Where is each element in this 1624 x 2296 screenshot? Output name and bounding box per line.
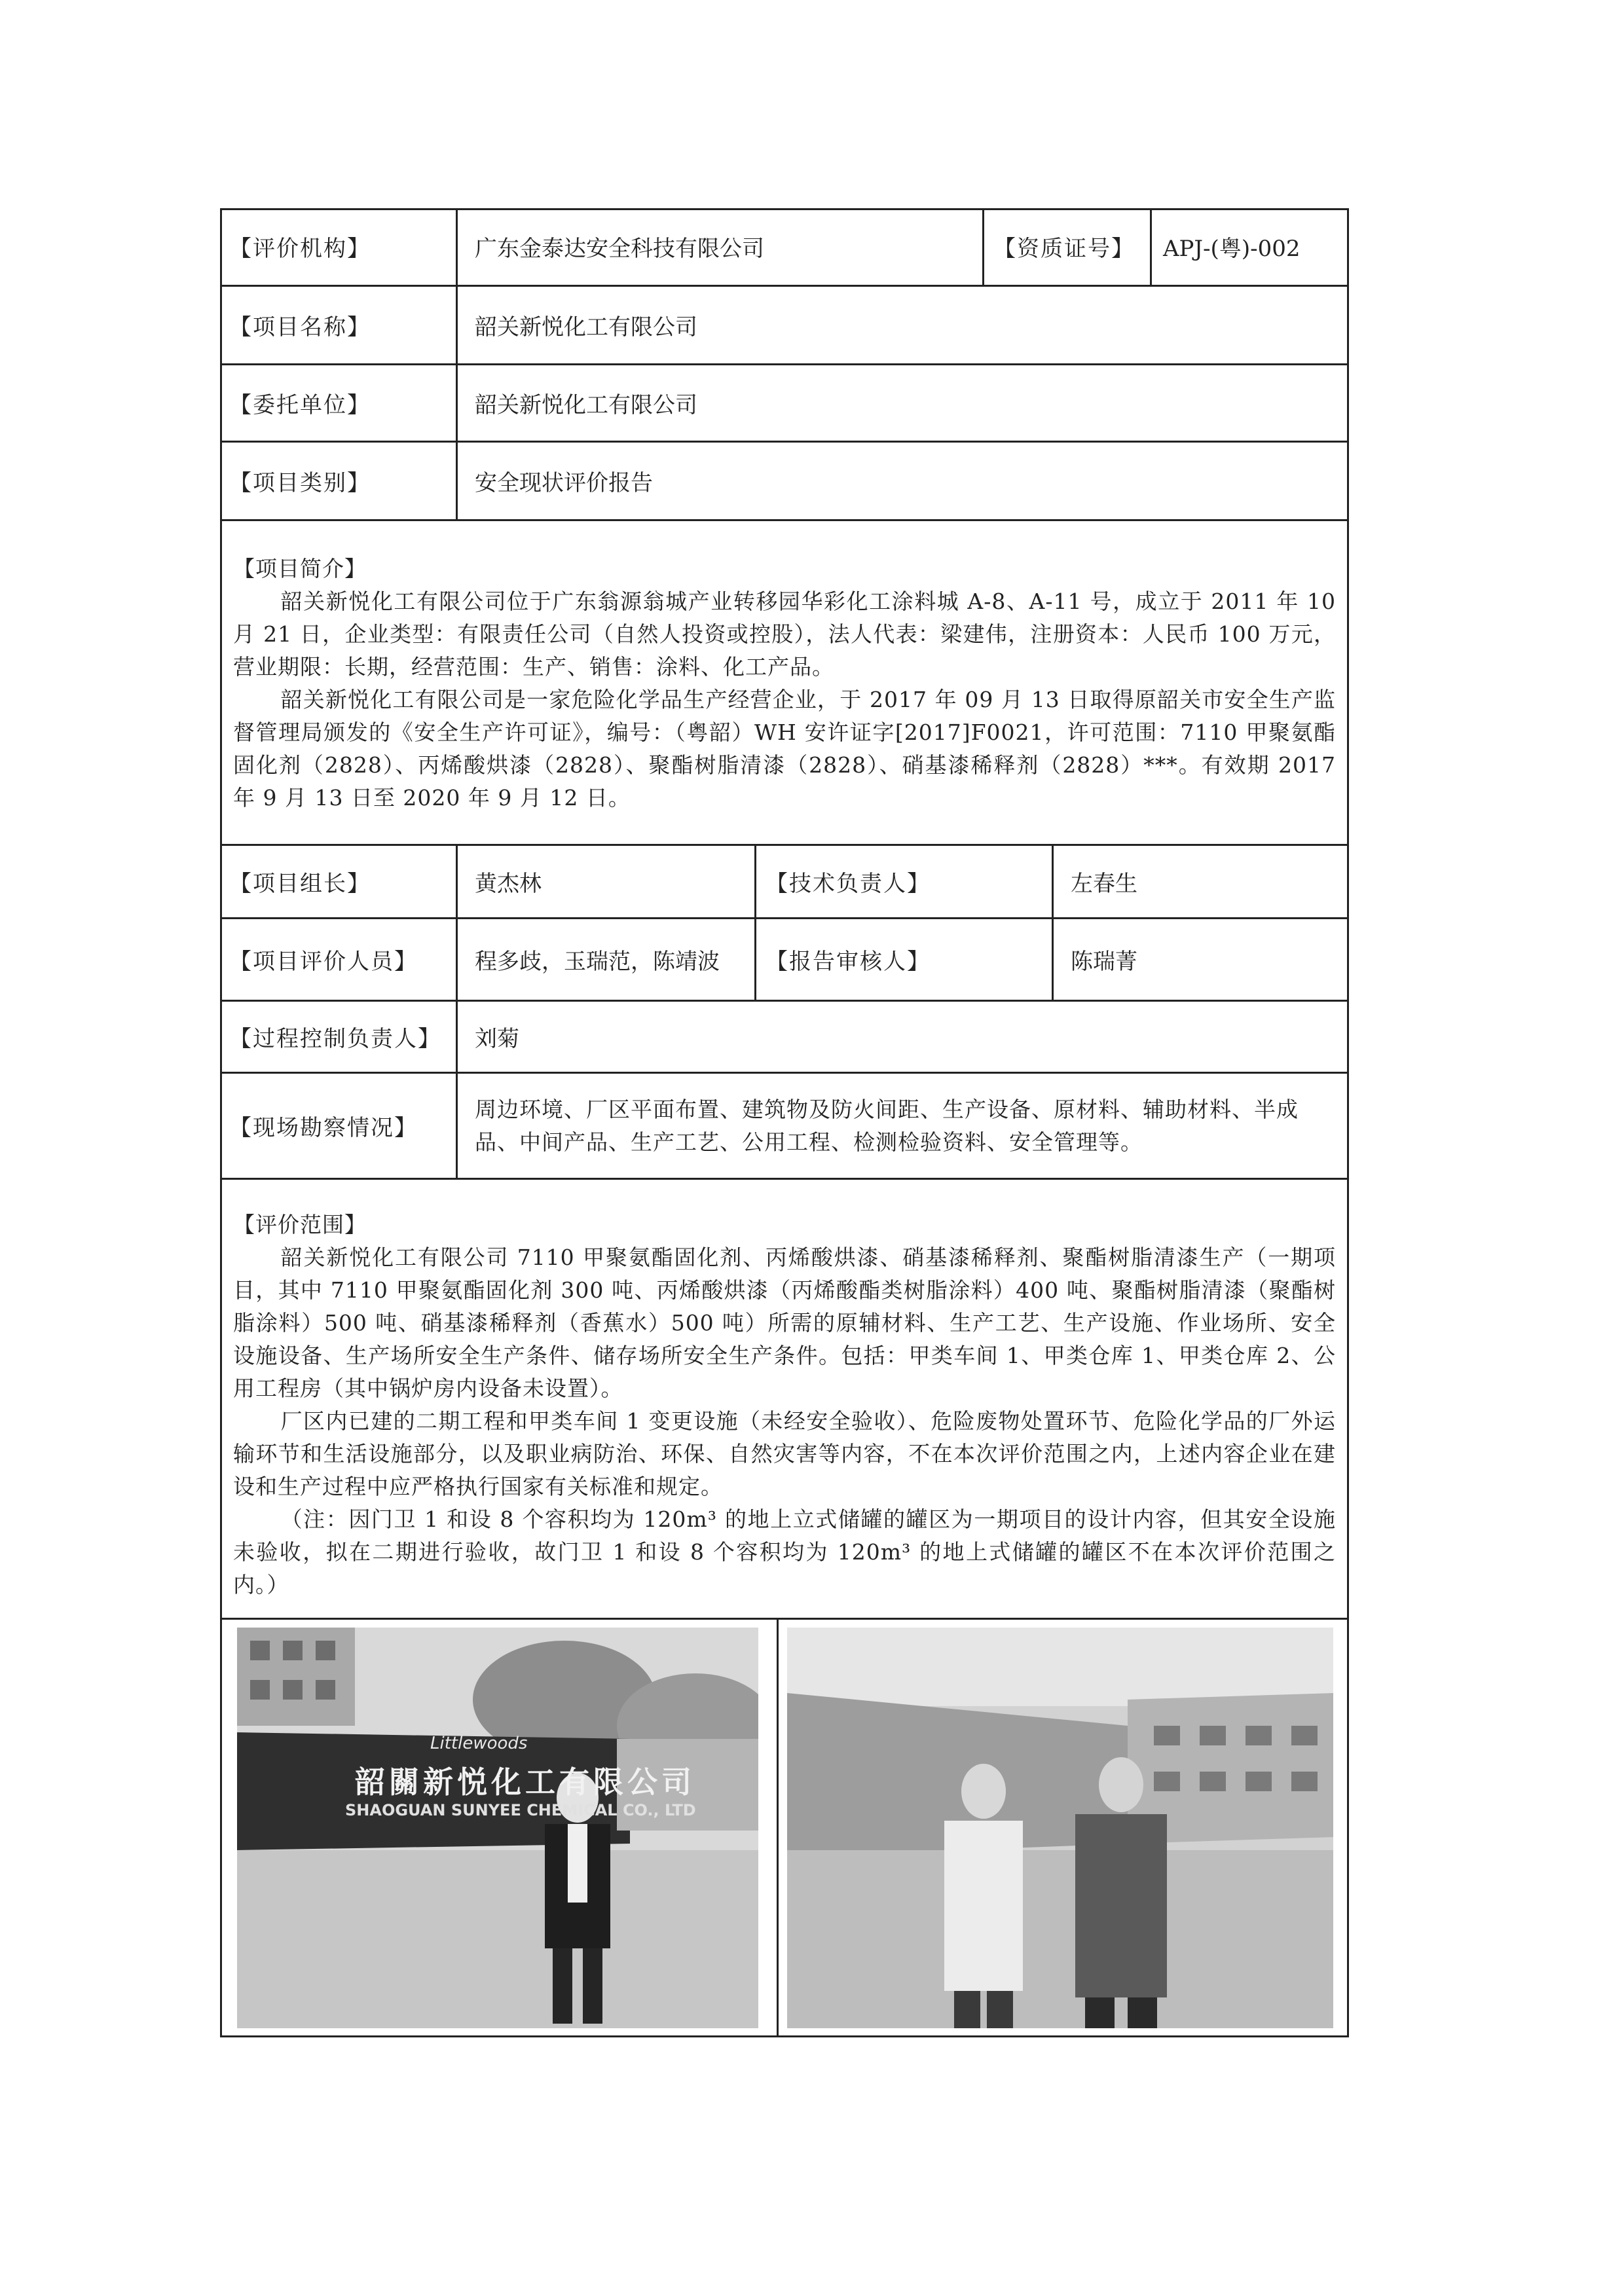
evaluators-value: 程多歧，玉瑞范，陈靖波 (475, 949, 720, 975)
category-value: 安全现状评价报告 (475, 470, 653, 496)
process-label: 【过程控制负责人】 (229, 1026, 441, 1052)
client-value: 韶关新悦化工有限公司 (475, 392, 697, 418)
cert-value: APJ-(粤)-002 (1163, 236, 1301, 262)
org-value: 广东金泰达安全科技有限公司 (475, 236, 764, 262)
project-name-value: 韶关新悦化工有限公司 (475, 314, 697, 340)
reviewer-value: 陈瑞菁 (1071, 949, 1137, 975)
row-team-leader (220, 846, 1349, 919)
scope-label: 【评价范围】 (233, 1212, 367, 1237)
row-process-control (220, 1002, 1349, 1074)
evaluators-label: 【项目评价人员】 (229, 949, 418, 975)
tech-value: 左春生 (1071, 871, 1137, 897)
row-client (220, 365, 1349, 443)
project-intro (233, 553, 1336, 814)
leader-value: 黄杰林 (475, 871, 542, 897)
factory-sign-image (237, 1628, 758, 2028)
row-project-name (220, 287, 1349, 365)
row-evaluators (220, 919, 1349, 1002)
row-project-intro (220, 521, 1349, 846)
client-label: 【委托单位】 (229, 392, 371, 418)
row-evaluation-scope (220, 1180, 1349, 1620)
sign-text-small: Littlewoods (430, 1734, 528, 1753)
row-evaluation-org (220, 208, 1349, 287)
process-value: 刘菊 (475, 1026, 519, 1052)
scope-paragraph: 厂区内已建的二期工程和甲类车间 1 变更设施（未经安全验收）、危险废物处置环节、危险化学品的厂外运输环节和生活设施部分，以及职业病防治、环保、自然灾害等内容，不在本次评价范围之内，上述内容企业在建设和生产过程中应严格执行国家有关标准和规定。 (233, 1408, 1336, 1499)
scope-paragraph: （注：因门卫 1 和设 8 个容积均为 120m³ 的地上立式储罐的罐区为一期项目的设计内容，但其安全设施未验收，拟在二期进行验收，故门卫 1 和设 8 个容积均为 120m³ 的地上式储罐的罐区不在本次评价范围之内。） (233, 1506, 1336, 1597)
row-photos (220, 1620, 1349, 2037)
category-label: 【项目类别】 (229, 470, 371, 496)
photo-factory-sign (237, 1628, 758, 2028)
project-name-label: 【项目名称】 (229, 314, 371, 340)
scope-paragraph: 韶关新悦化工有限公司 7110 甲聚氨酯固化剂、丙烯酸烘漆、硝基漆稀释剂、聚酯树脂清漆生产（一期项目，其中 7110 甲聚氨酯固化剂 300 吨、丙烯酸烘漆（丙烯酸酯类树脂涂料）400 吨、聚酯树脂清漆（聚酯树脂涂料）500 吨、硝基漆稀释剂（香蕉水）500 吨）所需的原辅材料、生产工艺、生产设施、作业场所、安全设施设备、生产场所安全生产条件、储存场所安全生产条件。包括：甲类车间 1、甲类仓库 1、甲类仓库 2、公用工程房（其中锅炉房内设备未设置）。 (233, 1245, 1336, 1401)
cert-label: 【资质证号】 (993, 236, 1135, 262)
sign-text-english: SHAOGUAN SUNYEE CHEMICAL CO., LTD (345, 1801, 696, 1819)
survey-value: 周边环境、厂区平面布置、建筑物及防火间距、生产设备、原材料、辅助材料、半成品、中间产品、生产工艺、公用工程、检测检验资料、安全管理等。 (475, 1096, 1299, 1155)
row-category (220, 443, 1349, 521)
tech-label: 【技术负责人】 (766, 871, 931, 897)
reviewer-label: 【报告审核人】 (766, 949, 931, 975)
site-visit-image (787, 1628, 1333, 2028)
org-label: 【评价机构】 (229, 236, 371, 262)
photo-site-visit (787, 1628, 1333, 2028)
row-site-survey (220, 1074, 1349, 1180)
intro-paragraph: 韶关新悦化工有限公司位于广东翁源翁城产业转移园华彩化工涂料城 A-8、A-11 号，成立于 2011 年 10 月 21 日，企业类型：有限责任公司（自然人投资或控股），法人代表：梁建伟，注册资本：人民币 100 万元，营业期限：长期，经营范围：生产、销售：涂料、化工产品。 (233, 589, 1336, 680)
evaluation-scope (233, 1209, 1336, 1601)
leader-label: 【项目组长】 (229, 871, 371, 897)
survey-label: 【现场勘察情况】 (229, 1115, 418, 1141)
intro-paragraph: 韶关新悦化工有限公司是一家危险化学品生产经营企业，于 2017 年 09 月 13 日取得原韶关市安全生产监督管理局颁发的《安全生产许可证》，编号：（粤韶）WH 安许证字[2017]F0021，许可范围：7110 甲聚氨酯固化剂（2828）、丙烯酸烘漆（2828）、聚酯树脂清漆（2828）、硝基漆稀释剂（2828）***。有效期 2017 年 9 月 13 日至 2020 年 9 月 12 日。 (233, 687, 1336, 811)
sign-text-chinese: 韶關新悦化工有限公司 (355, 1764, 695, 1800)
intro-label: 【项目简介】 (233, 556, 367, 581)
